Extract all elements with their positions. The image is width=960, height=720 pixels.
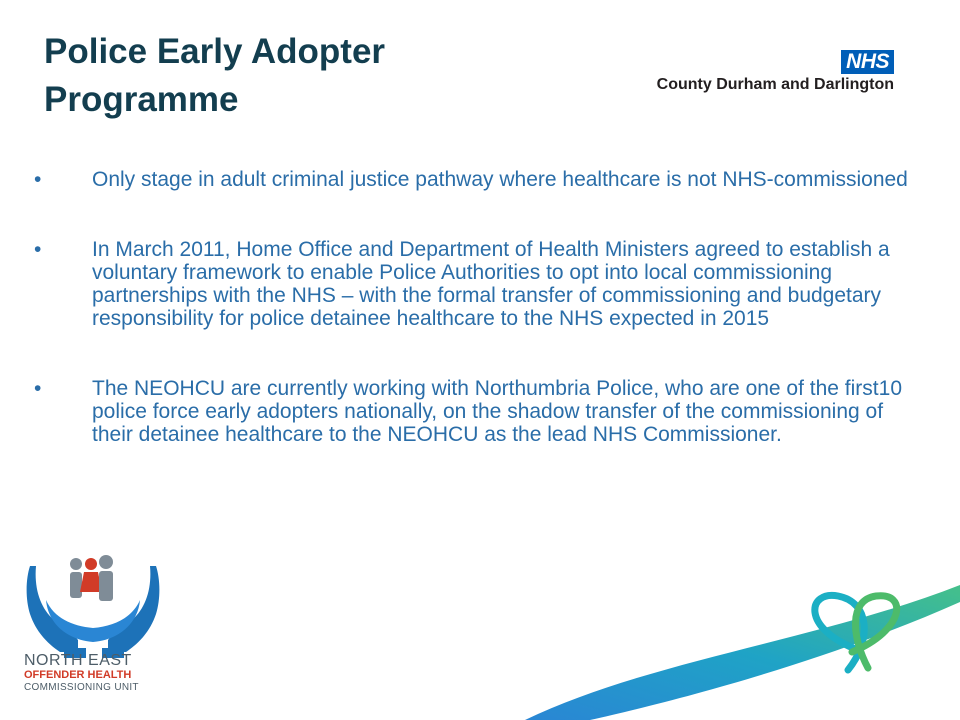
nhs-badge: NHS	[841, 50, 894, 74]
nhs-organisation-name: County Durham and Darlington	[656, 76, 894, 93]
nhs-logo	[657, 50, 894, 94]
neohcu-line-3: COMMISSIONING UNIT	[24, 682, 139, 693]
figure-head-right	[99, 555, 113, 569]
neohcu-line-1: NORTH EAST	[24, 652, 132, 669]
bullet-icon: •	[34, 377, 42, 400]
neohcu-logo-text	[24, 652, 139, 694]
bullet-icon: •	[34, 168, 42, 191]
figure-body-left	[70, 572, 82, 598]
bullet-list	[28, 168, 928, 446]
bullet-text: In March 2011, Home Office and Department of Health Ministers agreed to establish a voluntary framework to enable Police Authorities to opt into local commissioning partnerships with the NHS – with the formal transfer of commissioning and budgetary responsibility for police detainee healthcare to the NHS expected in 2015	[92, 238, 890, 330]
hand-right	[108, 566, 159, 652]
figure-body-middle	[80, 572, 102, 592]
bullet-text: Only stage in adult criminal justice pathway where healthcare is not NHS-commissioned	[92, 168, 908, 191]
figure-head-left	[70, 558, 82, 570]
bullet-text: The NEOHCU are currently working with Northumbria Police, who are one of the first10 police force early adopters nationally, on the shadow transfer of the commissioning of their detainee healthcare to the NEOHCU as the lead NHS Commissioner.	[92, 377, 902, 446]
figure-head-middle	[85, 558, 97, 570]
bullet-item	[28, 168, 928, 191]
bullet-icon: •	[34, 238, 42, 261]
neohcu-line-2: OFFENDER HEALTH	[24, 669, 132, 681]
slide-title: Police Early Adopter Programme	[44, 32, 386, 119]
figure-body-right	[99, 571, 113, 601]
bullet-item	[28, 377, 928, 446]
bullet-item	[28, 238, 928, 330]
